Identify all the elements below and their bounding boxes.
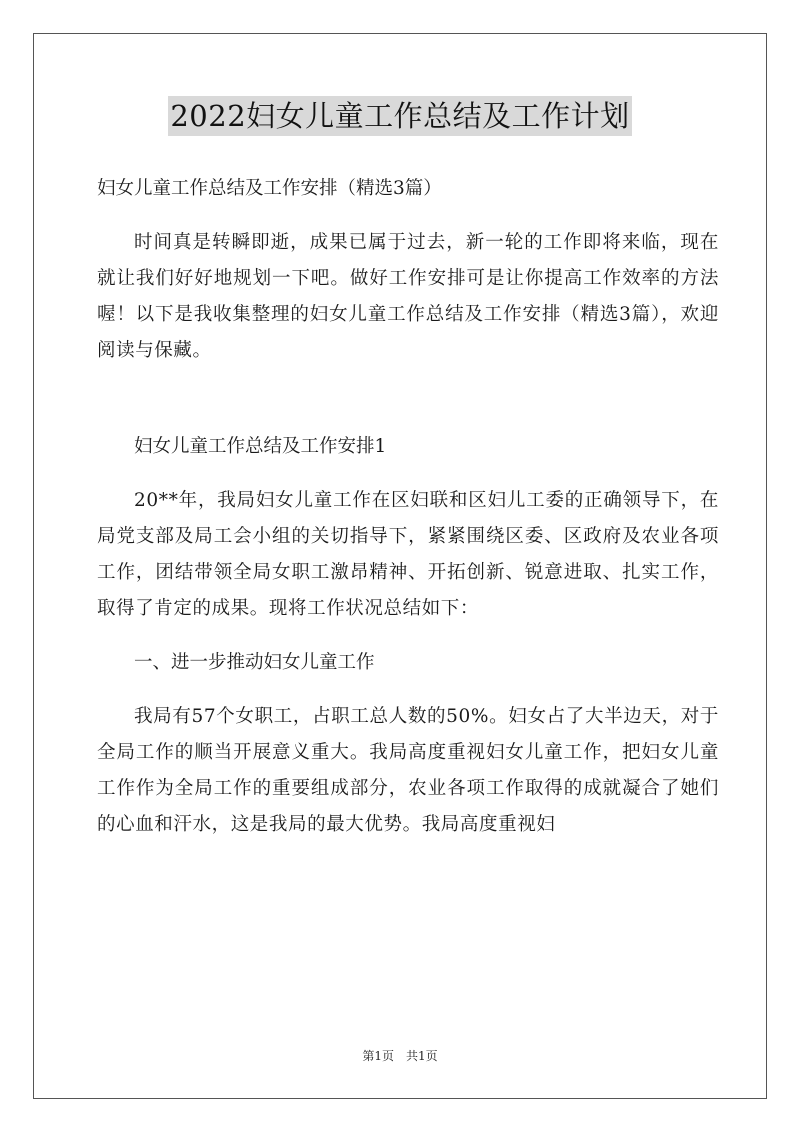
page-footer: 第1页 共1页 [362,1049,438,1063]
section-heading: 妇女儿童工作总结及工作安排1 [134,436,387,457]
title-container [0,96,800,136]
intro-paragraph: 时间真是转瞬即逝，成果已属于过去，新一轮的工作即将来临，现在就让我们好好地规划一下吧。做好工作安排可是让你提高工作效率的方法喔！以下是我收集整理的妇女儿童工作总结及工作安排（精选3篇），欢迎阅读与保藏。 [97,232,719,361]
list-paragraph: 我局有57个女职工，占职工总人数的50%。妇女占了大半边天，对于全局工作的顺当开展意义重大。我局高度重视妇女儿童工作，把妇女儿童工作作为全局工作的重要组成部分，农业各项工作取得的成就凝合了她们的心血和汗水，这是我局的最大优势。我局高度重视妇 [97,706,719,835]
document-body [97,171,719,861]
document-subtitle: 妇女儿童工作总结及工作安排（精选3篇） [97,178,442,199]
list-heading: 一、进一步推动妇女儿童工作 [134,652,375,673]
document-title: 2022妇女儿童工作总结及工作计划 [168,96,631,136]
section-paragraph: 20**年，我局妇女儿童工作在区妇联和区妇儿工委的正确领导下，在局党支部及局工会小组的关切指导下，紧紧围绕区委、区政府及农业各项工作，团结带领全局女职工激昂精神、开拓创新、锐意进取、扎实工作，取得了肯定的成果。现将工作状况总结如下： [97,490,719,619]
